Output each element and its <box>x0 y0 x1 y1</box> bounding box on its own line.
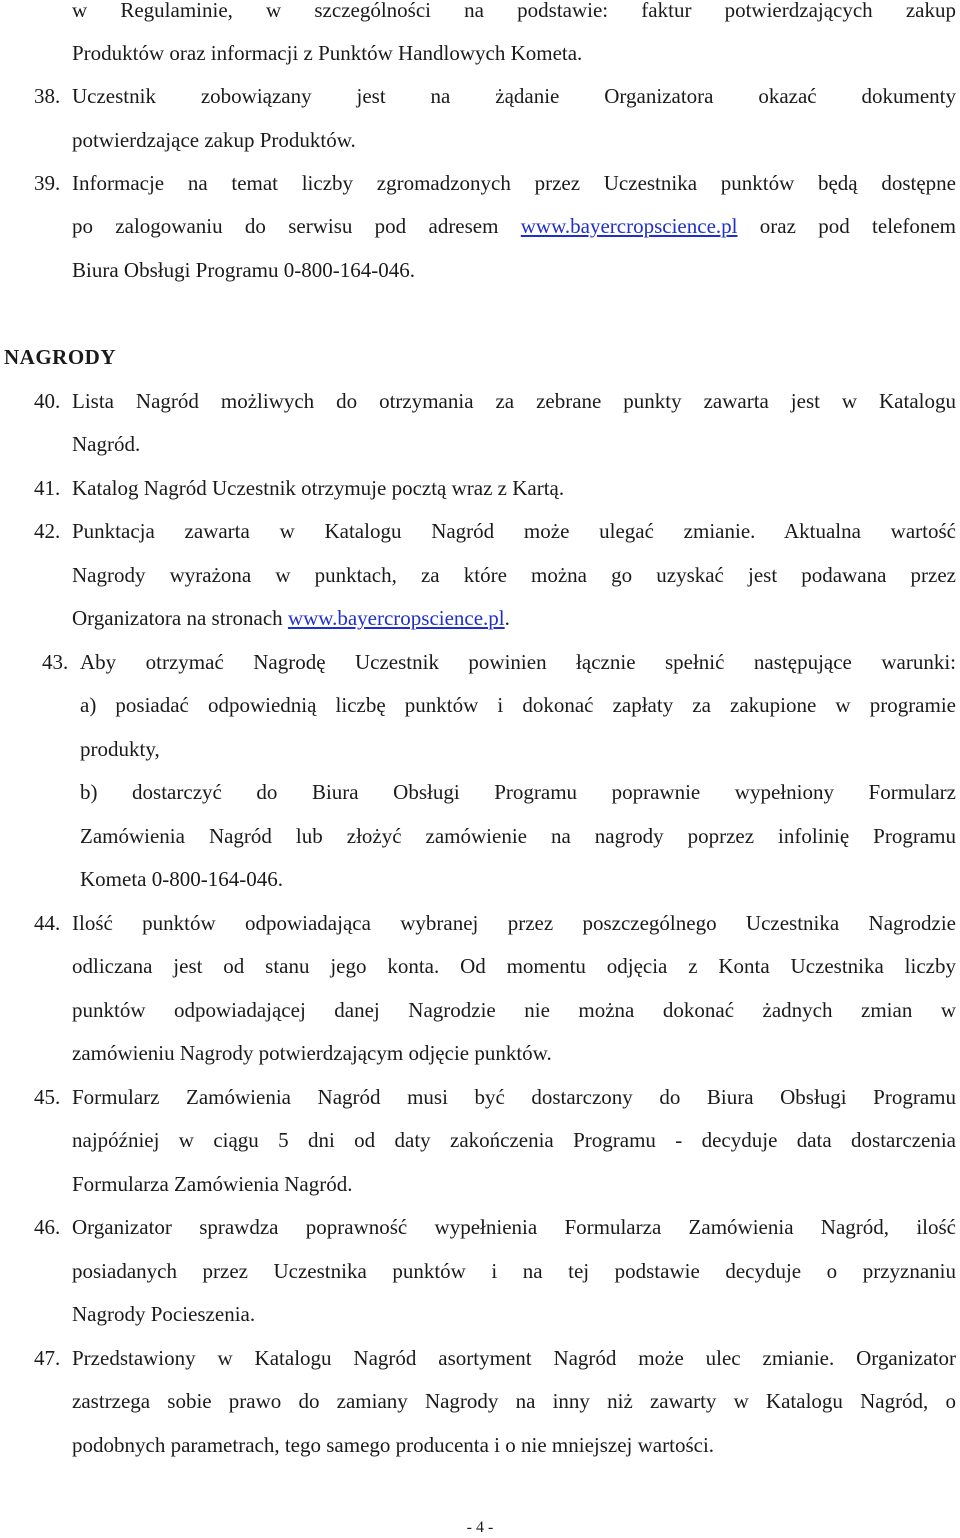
item-38-line-2: potwierdzające zakup Produktów. <box>72 128 356 152</box>
item-45-line-3: Formularza Zamówienia Nagród. <box>72 1172 353 1196</box>
section-heading-nagrody: NAGRODY <box>4 345 116 369</box>
item-43-sub-a-line-1: a) posiadać odpowiednią liczbę punktów i dokonać zapłaty za zakupione w programie <box>80 693 956 717</box>
item-39-line-2-text: po zalogowaniu do serwisu pod adresem <box>72 214 521 238</box>
item-number-44: 44. <box>34 911 61 935</box>
item-40-line-1: Lista Nagród możliwych do otrzymania za zebrane punkty zawarta jest w Katalogu <box>72 389 956 413</box>
item-number-39: 39. <box>34 171 61 195</box>
item-46-line-3: Nagrody Pocieszenia. <box>72 1302 256 1326</box>
item-number-40: 40. <box>34 389 61 413</box>
item-43-sub-a-line-2: produkty, <box>80 737 160 761</box>
bayercropscience-link-2[interactable]: www.bayercropscience.pl <box>287 606 505 630</box>
item-47-line-2: zastrzega sobie prawo do zamiany Nagrody na inny niż zawarty w Katalogu Nagród, o <box>72 1389 956 1413</box>
item-42-line-3-tail: . <box>504 606 510 630</box>
item-42-line-2: Nagrody wyrażona w punktach, za które można go uzyskać jest podawana przez <box>72 563 956 587</box>
item-number-45: 45. <box>34 1085 61 1109</box>
item-39-line-1: Informacje na temat liczby zgromadzonych przez Uczestnika punktów będą dostępne <box>72 171 956 195</box>
item-44-line-2: odliczana jest od stanu jego konta. Od momentu odjęcia z Konta Uczestnika liczby <box>72 954 956 978</box>
item-39-line-2 <box>72 212 956 240</box>
item-44-line-3: punktów odpowiadającej danej Nagrodzie nie można dokonać żadnych zmian w <box>72 998 956 1022</box>
item-46-line-1: Organizator sprawdza poprawność wypełnienia Formularza Zamówienia Nagród, ilość <box>72 1215 956 1239</box>
item-45-line-1: Formularz Zamówienia Nagród musi być dostarczony do Biura Obsługi Programu <box>72 1085 956 1109</box>
item-43-sub-b-line-1: b) dostarczyć do Biura Obsługi Programu poprawnie wypełniony Formularz <box>80 780 956 804</box>
item-43-sub-b-line-2: Zamówienia Nagród lub złożyć zamówienie na nagrody poprzez infolinię Programu <box>80 824 956 848</box>
item-47-line-3: podobnych parametrach, tego samego producenta i o nie mniejszej wartości. <box>72 1433 715 1457</box>
item-39-line-2-tail: oraz pod telefonem <box>737 214 957 238</box>
item-number-46: 46. <box>34 1215 61 1239</box>
item-38-line-1: Uczestnik zobowiązany jest na żądanie Organizatora okazać dokumenty <box>72 84 956 108</box>
item-43-line-1: Aby otrzymać Nagrodę Uczestnik powinien łącznie spełnić następujące warunki: <box>80 650 956 674</box>
item-number-42: 42. <box>34 519 61 543</box>
item-42-line-3 <box>72 604 510 632</box>
item-number-41: 41. <box>34 476 61 500</box>
item-43-sub-b-line-3: Kometa 0-800-164-046. <box>80 867 283 891</box>
item-number-38: 38. <box>34 84 61 108</box>
bayercropscience-link[interactable]: www.bayercropscience.pl <box>520 214 738 238</box>
paragraph-continued-line-2: Produktów oraz informacji z Punktów Handlowych Kometa. <box>72 41 583 65</box>
item-45-line-2: najpóźniej w ciągu 5 dni od daty zakończenia Programu - decyduje data dostarczenia <box>72 1128 956 1152</box>
item-47-line-1: Przedstawiony w Katalogu Nagród asortyment Nagród może ulec zmianie. Organizator <box>72 1346 956 1370</box>
item-number-47: 47. <box>34 1346 61 1370</box>
item-46-line-2: posiadanych przez Uczestnika punktów i na tej podstawie decyduje o przyznaniu <box>72 1259 956 1283</box>
item-40-line-2: Nagród. <box>72 432 141 456</box>
page-number: - 4 - <box>466 1519 494 1536</box>
item-44-line-1: Ilość punktów odpowiadająca wybranej przez poszczególnego Uczestnika Nagrodzie <box>72 911 956 935</box>
item-42-line-3-text: Organizatora na stronach <box>72 606 288 630</box>
item-44-line-4: zamówieniu Nagrody potwierdzającym odjęcie punktów. <box>72 1041 552 1065</box>
item-number-43: 43. <box>42 650 69 674</box>
item-41-line-1: Katalog Nagród Uczestnik otrzymuje pocztą wraz z Kartą. <box>72 476 565 500</box>
item-42-line-1: Punktacja zawarta w Katalogu Nagród może ulegać zmianie. Aktualna wartość <box>72 519 956 543</box>
item-39-line-3: Biura Obsługi Programu 0-800-164-046. <box>72 258 415 282</box>
paragraph-continued-line-1: w Regulaminie, w szczególności na podstawie: faktur potwierdzających zakup <box>72 0 956 22</box>
